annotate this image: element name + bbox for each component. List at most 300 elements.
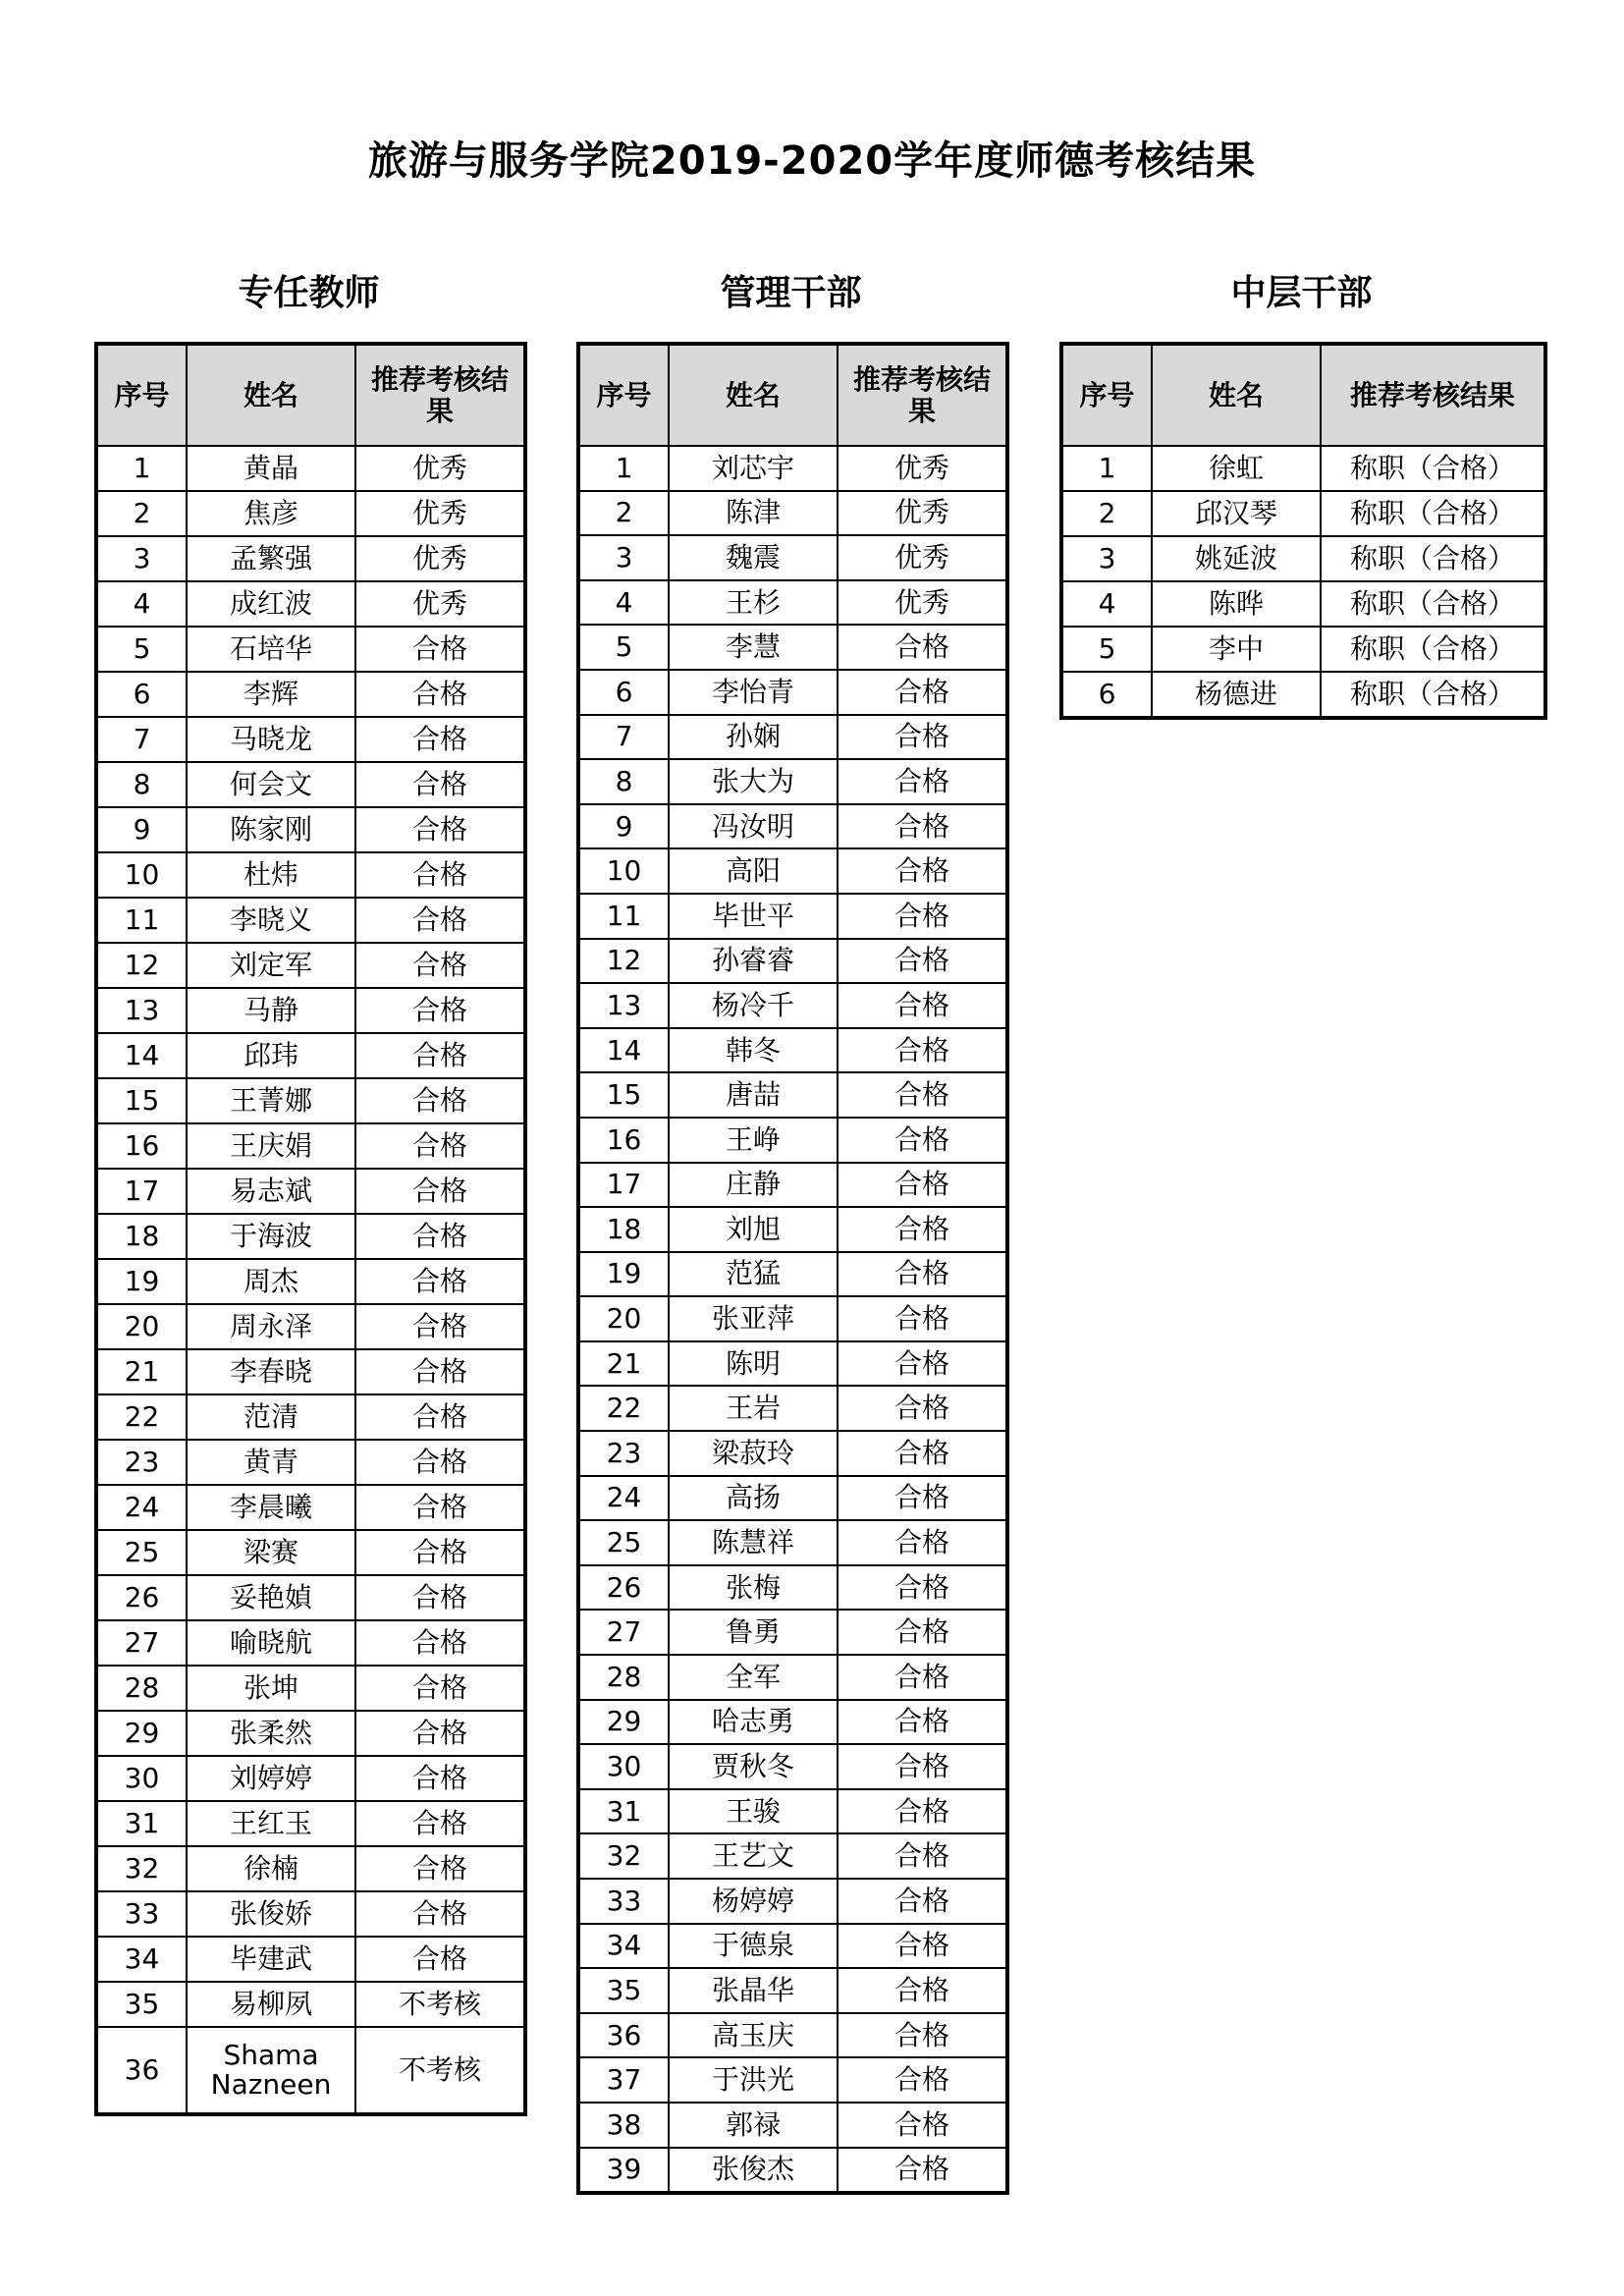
cell-name: 毕世平 <box>669 894 838 939</box>
cell-index: 28 <box>96 1666 187 1711</box>
cell-name: 陈晔 <box>1152 581 1321 627</box>
cell-name: 何会文 <box>187 762 355 807</box>
cell-result: 合格 <box>838 1118 1007 1163</box>
cell-index: 8 <box>578 759 669 804</box>
cell-result: 称职（合格） <box>1321 627 1545 672</box>
cell-result: 合格 <box>838 1968 1007 2013</box>
cell-name: 王红玉 <box>187 1801 355 1846</box>
cell-index: 1 <box>578 446 669 491</box>
cell-result: 合格 <box>838 1028 1007 1073</box>
cell-result: 优秀 <box>355 581 525 627</box>
cell-name: 贾秋冬 <box>669 1744 838 1789</box>
cell-name: 邱汉琴 <box>1152 491 1321 536</box>
cell-index: 21 <box>96 1349 187 1394</box>
table-row <box>578 1207 1007 1252</box>
cell-name: 孙娴 <box>669 715 838 760</box>
table-row <box>578 1789 1007 1834</box>
header-index: 序号 <box>1061 344 1152 446</box>
table-row <box>578 1610 1007 1655</box>
cell-index: 7 <box>578 715 669 760</box>
cell-name: 韩冬 <box>669 1028 838 1073</box>
cell-name: 杨冷千 <box>669 983 838 1028</box>
cell-name: 李辉 <box>187 672 355 717</box>
cell-result: 优秀 <box>838 446 1007 491</box>
table-row <box>96 672 525 717</box>
cell-result: 合格 <box>355 807 525 852</box>
cell-result: 合格 <box>355 1259 525 1304</box>
cell-name: 孟繁强 <box>187 536 355 581</box>
cell-result: 合格 <box>838 848 1007 894</box>
table-row <box>578 1744 1007 1789</box>
cell-result: 合格 <box>355 1033 525 1078</box>
cell-result: 合格 <box>838 1924 1007 1969</box>
cell-name: 唐喆 <box>669 1072 838 1118</box>
table-row <box>96 1801 525 1846</box>
table-row <box>96 1214 525 1259</box>
cell-index: 16 <box>96 1123 187 1169</box>
cell-name: 刘婷婷 <box>187 1756 355 1801</box>
cell-result: 合格 <box>355 762 525 807</box>
header-result: 推荐考核结果 <box>838 344 1007 446</box>
cell-index: 29 <box>578 1700 669 1745</box>
table-row <box>578 1476 1007 1521</box>
cell-result: 合格 <box>838 1879 1007 1924</box>
cell-name: 冯汝明 <box>669 804 838 849</box>
table-row <box>578 1520 1007 1565</box>
cell-index: 2 <box>96 491 187 536</box>
cell-index: 33 <box>578 1879 669 1924</box>
cell-name: 张晶华 <box>669 1968 838 2013</box>
table-row <box>1061 446 1545 491</box>
cell-result: 合格 <box>838 1565 1007 1611</box>
cell-result: 合格 <box>355 1530 525 1575</box>
cell-result: 合格 <box>355 1846 525 1891</box>
cell-name: 周杰 <box>187 1259 355 1304</box>
cell-result: 优秀 <box>355 491 525 536</box>
cell-name: 李晨曦 <box>187 1485 355 1530</box>
cell-index: 4 <box>1061 581 1152 627</box>
cell-name: 全军 <box>669 1655 838 1700</box>
cell-name: 成红波 <box>187 581 355 627</box>
cell-result: 合格 <box>355 717 525 762</box>
cell-result: 合格 <box>355 627 525 672</box>
cell-index: 16 <box>578 1118 669 1163</box>
cell-index: 15 <box>578 1072 669 1118</box>
cell-result: 合格 <box>838 1072 1007 1118</box>
cell-index: 27 <box>578 1610 669 1655</box>
cell-result: 称职（合格） <box>1321 446 1545 491</box>
cell-result: 合格 <box>838 2103 1007 2148</box>
cell-index: 26 <box>96 1575 187 1620</box>
cell-result: 合格 <box>838 939 1007 984</box>
teachers-table <box>94 342 527 2116</box>
table-row <box>578 446 1007 491</box>
cell-name: 焦彦 <box>187 491 355 536</box>
cell-result: 合格 <box>355 1169 525 1214</box>
table-row <box>578 1879 1007 1924</box>
cell-index: 14 <box>578 1028 669 1073</box>
cell-result: 合格 <box>355 1666 525 1711</box>
cell-result: 优秀 <box>355 446 525 491</box>
cell-name: 张大为 <box>669 759 838 804</box>
cell-name: 李晓义 <box>187 898 355 943</box>
cell-name: 杜炜 <box>187 852 355 898</box>
table-row <box>96 627 525 672</box>
table-row <box>96 1304 525 1349</box>
cell-index: 21 <box>578 1341 669 1387</box>
table-row <box>578 580 1007 626</box>
table-row <box>96 1485 525 1530</box>
cell-index: 1 <box>96 446 187 491</box>
cell-result: 合格 <box>838 1252 1007 1297</box>
cell-index: 20 <box>96 1304 187 1349</box>
cell-index: 12 <box>96 943 187 988</box>
cell-result: 合格 <box>838 1163 1007 1208</box>
cell-result: 合格 <box>355 1891 525 1937</box>
cell-result: 合格 <box>838 1833 1007 1879</box>
table-row <box>578 1341 1007 1387</box>
cell-result: 合格 <box>355 1485 525 1530</box>
section-heading-admin: 管理干部 <box>720 273 862 313</box>
cell-result: 称职（合格） <box>1321 536 1545 581</box>
cell-index: 25 <box>96 1530 187 1575</box>
cell-index: 26 <box>578 1565 669 1611</box>
cell-index: 36 <box>96 2027 187 2114</box>
cell-index: 30 <box>96 1756 187 1801</box>
table-row <box>578 625 1007 670</box>
cell-result: 合格 <box>838 1431 1007 1476</box>
table-row <box>1061 581 1545 627</box>
cell-result: 合格 <box>838 2057 1007 2103</box>
cell-name: 陈明 <box>669 1341 838 1387</box>
table-row <box>96 943 525 988</box>
cell-name: 易柳夙 <box>187 1982 355 2027</box>
cell-index: 27 <box>96 1620 187 1666</box>
cell-name: 陈家刚 <box>187 807 355 852</box>
cell-name: 魏震 <box>669 535 838 580</box>
cell-name: 徐楠 <box>187 1846 355 1891</box>
table-row <box>578 491 1007 536</box>
table-row <box>578 804 1007 849</box>
cell-name: 于海波 <box>187 1214 355 1259</box>
cell-name: 孙睿睿 <box>669 939 838 984</box>
cell-result: 称职（合格） <box>1321 581 1545 627</box>
cell-result: 合格 <box>838 670 1007 715</box>
table-row <box>578 1296 1007 1341</box>
table-row <box>578 848 1007 894</box>
table-row <box>578 1252 1007 1297</box>
cell-index: 17 <box>578 1163 669 1208</box>
cell-result: 合格 <box>838 1744 1007 1789</box>
cell-result: 合格 <box>355 1801 525 1846</box>
cell-index: 5 <box>578 625 669 670</box>
cell-name: 石培华 <box>187 627 355 672</box>
cell-index: 13 <box>578 983 669 1028</box>
cell-index: 23 <box>96 1440 187 1485</box>
cell-name: 王庆娟 <box>187 1123 355 1169</box>
cell-index: 32 <box>578 1833 669 1879</box>
cell-name: 王菁娜 <box>187 1078 355 1123</box>
table-row <box>1061 491 1545 536</box>
cell-name: 妥艳媜 <box>187 1575 355 1620</box>
cell-result: 合格 <box>838 2148 1007 2194</box>
cell-result: 合格 <box>355 943 525 988</box>
cell-result: 合格 <box>355 1756 525 1801</box>
header-index: 序号 <box>578 344 669 446</box>
cell-index: 32 <box>96 1846 187 1891</box>
cell-name: 陈慧祥 <box>669 1520 838 1565</box>
cell-name: 易志斌 <box>187 1169 355 1214</box>
cell-result: 合格 <box>838 1789 1007 1834</box>
cell-name: 哈志勇 <box>669 1700 838 1745</box>
cell-name: 喻晓航 <box>187 1620 355 1666</box>
cell-result: 合格 <box>838 625 1007 670</box>
table-row <box>1061 627 1545 672</box>
cell-result: 合格 <box>838 983 1007 1028</box>
table-row <box>578 2148 1007 2194</box>
table-row <box>96 581 525 627</box>
cell-index: 22 <box>578 1386 669 1431</box>
cell-index: 4 <box>578 580 669 626</box>
cell-index: 12 <box>578 939 669 984</box>
table-row <box>578 1431 1007 1476</box>
cell-index: 18 <box>578 1207 669 1252</box>
cell-name: 高玉庆 <box>669 2013 838 2058</box>
table-row <box>96 1711 525 1756</box>
section-heading-teachers: 专任教师 <box>238 273 380 313</box>
table-row <box>96 1033 525 1078</box>
table-row <box>578 1118 1007 1163</box>
table-row <box>96 1666 525 1711</box>
table-row <box>96 1169 525 1214</box>
table-row <box>96 807 525 852</box>
cell-index: 3 <box>578 535 669 580</box>
table-row <box>96 491 525 536</box>
cell-index: 3 <box>96 536 187 581</box>
table-row <box>96 1123 525 1169</box>
cell-index: 39 <box>578 2148 669 2194</box>
cell-result: 优秀 <box>838 535 1007 580</box>
cell-index: 33 <box>96 1891 187 1937</box>
table-row <box>96 1078 525 1123</box>
cell-result: 合格 <box>355 898 525 943</box>
cell-result: 合格 <box>355 1937 525 1982</box>
cell-result: 优秀 <box>355 536 525 581</box>
cell-index: 38 <box>578 2103 669 2148</box>
table-row <box>96 852 525 898</box>
table-row <box>96 717 525 762</box>
table-row <box>96 1982 525 2027</box>
cell-index: 37 <box>578 2057 669 2103</box>
cell-index: 24 <box>96 1485 187 1530</box>
cell-index: 29 <box>96 1711 187 1756</box>
table-row <box>1061 536 1545 581</box>
cell-index: 19 <box>96 1259 187 1304</box>
cell-result: 合格 <box>838 2013 1007 2058</box>
cell-result: 合格 <box>355 988 525 1033</box>
cell-name: 姚延波 <box>1152 536 1321 581</box>
cell-name: 刘旭 <box>669 1207 838 1252</box>
cell-index: 10 <box>578 848 669 894</box>
section-heading-middle: 中层干部 <box>1230 273 1373 313</box>
cell-result: 合格 <box>838 1296 1007 1341</box>
cell-index: 31 <box>96 1801 187 1846</box>
cell-name: 李怡青 <box>669 670 838 715</box>
table-row <box>578 1386 1007 1431</box>
cell-result: 合格 <box>838 1341 1007 1387</box>
table-row <box>578 939 1007 984</box>
table-row <box>578 2103 1007 2148</box>
cell-index: 4 <box>96 581 187 627</box>
table-row <box>578 1968 1007 2013</box>
cell-result: 合格 <box>355 1394 525 1440</box>
table-row <box>578 1700 1007 1745</box>
cell-result: 称职（合格） <box>1321 672 1545 718</box>
header-name: 姓名 <box>187 344 355 446</box>
cell-result: 称职（合格） <box>1321 491 1545 536</box>
cell-index: 14 <box>96 1033 187 1078</box>
cell-index: 22 <box>96 1394 187 1440</box>
cell-name: 周永泽 <box>187 1304 355 1349</box>
cell-result: 合格 <box>838 715 1007 760</box>
cell-index: 11 <box>578 894 669 939</box>
table-row <box>96 988 525 1033</box>
cell-index: 19 <box>578 1252 669 1297</box>
table-row <box>96 762 525 807</box>
table-header-row <box>96 344 525 446</box>
cell-index: 13 <box>96 988 187 1033</box>
admin-table <box>576 342 1009 2195</box>
cell-result: 合格 <box>838 1655 1007 1700</box>
table-row <box>578 535 1007 580</box>
cell-name: 刘定军 <box>187 943 355 988</box>
table-row <box>96 1440 525 1485</box>
table-row <box>578 1924 1007 1969</box>
cell-result: 合格 <box>355 672 525 717</box>
cell-name: 于德泉 <box>669 1924 838 1969</box>
cell-index: 3 <box>1061 536 1152 581</box>
cell-name: 王骏 <box>669 1789 838 1834</box>
cell-name: 黄晶 <box>187 446 355 491</box>
table-row <box>96 1756 525 1801</box>
header-result: 推荐考核结果 <box>1321 344 1545 446</box>
cell-name: 张亚萍 <box>669 1296 838 1341</box>
cell-result: 合格 <box>355 1620 525 1666</box>
cell-name: 徐虹 <box>1152 446 1321 491</box>
table-row <box>578 715 1007 760</box>
cell-name: 刘芯宇 <box>669 446 838 491</box>
cell-index: 35 <box>578 1968 669 2013</box>
cell-name: 王岩 <box>669 1386 838 1431</box>
cell-result: 合格 <box>355 1123 525 1169</box>
cell-index: 11 <box>96 898 187 943</box>
cell-name: 王峥 <box>669 1118 838 1163</box>
cell-result: 合格 <box>355 1711 525 1756</box>
cell-index: 10 <box>96 852 187 898</box>
table-row <box>578 1655 1007 1700</box>
page-title: 旅游与服务学院2019-2020学年度师德考核结果 <box>367 138 1257 184</box>
cell-name: 马晓龙 <box>187 717 355 762</box>
cell-index: 6 <box>1061 672 1152 718</box>
cell-result: 合格 <box>838 1700 1007 1745</box>
cell-name: 高扬 <box>669 1476 838 1521</box>
cell-name: 张柔然 <box>187 1711 355 1756</box>
table-row <box>96 1394 525 1440</box>
cell-result: 合格 <box>355 1078 525 1123</box>
cell-index: 23 <box>578 1431 669 1476</box>
cell-result: 合格 <box>838 1520 1007 1565</box>
cell-name: 于洪光 <box>669 2057 838 2103</box>
cell-name: 张俊娇 <box>187 1891 355 1937</box>
table-row <box>578 759 1007 804</box>
cell-name: 高阳 <box>669 848 838 894</box>
table-row <box>96 1846 525 1891</box>
cell-name: 陈津 <box>669 491 838 536</box>
cell-index: 15 <box>96 1078 187 1123</box>
cell-name: 王艺文 <box>669 1833 838 1879</box>
table-row <box>578 670 1007 715</box>
cell-index: 34 <box>578 1924 669 1969</box>
cell-name: 庄静 <box>669 1163 838 1208</box>
table-row <box>96 1891 525 1937</box>
cell-index: 24 <box>578 1476 669 1521</box>
cell-result: 合格 <box>355 1440 525 1485</box>
cell-name: 李中 <box>1152 627 1321 672</box>
cell-result: 合格 <box>355 1575 525 1620</box>
cell-result: 优秀 <box>838 491 1007 536</box>
cell-index: 6 <box>96 672 187 717</box>
cell-name: 鲁勇 <box>669 1610 838 1655</box>
cell-result: 合格 <box>355 1349 525 1394</box>
cell-result: 合格 <box>355 1304 525 1349</box>
table-row <box>578 2013 1007 2058</box>
cell-name: 王杉 <box>669 580 838 626</box>
cell-result: 合格 <box>838 1476 1007 1521</box>
table-row <box>1061 672 1545 718</box>
cell-result: 合格 <box>838 804 1007 849</box>
cell-name: 杨德进 <box>1152 672 1321 718</box>
cell-index: 25 <box>578 1520 669 1565</box>
cell-index: 2 <box>578 491 669 536</box>
cell-index: 31 <box>578 1789 669 1834</box>
cell-result: 合格 <box>838 894 1007 939</box>
header-index: 序号 <box>96 344 187 446</box>
cell-name: 李春晓 <box>187 1349 355 1394</box>
cell-result: 合格 <box>838 1610 1007 1655</box>
table-row <box>96 1259 525 1304</box>
cell-result: 合格 <box>355 1214 525 1259</box>
cell-name: 范清 <box>187 1394 355 1440</box>
cell-name: 杨婷婷 <box>669 1879 838 1924</box>
table-row <box>578 2057 1007 2103</box>
header-result: 推荐考核结果 <box>355 344 525 446</box>
cell-name: 梁赛 <box>187 1530 355 1575</box>
cell-name: 张梅 <box>669 1565 838 1611</box>
cell-name: 毕建武 <box>187 1937 355 1982</box>
cell-index: 30 <box>578 1744 669 1789</box>
cell-index: 34 <box>96 1937 187 1982</box>
cell-index: 20 <box>578 1296 669 1341</box>
table-row <box>96 1530 525 1575</box>
cell-name: 李慧 <box>669 625 838 670</box>
cell-index: 5 <box>1061 627 1152 672</box>
cell-index: 2 <box>1061 491 1152 536</box>
cell-name: 黄青 <box>187 1440 355 1485</box>
cell-name: 马静 <box>187 988 355 1033</box>
table-row <box>578 1163 1007 1208</box>
table-row <box>578 894 1007 939</box>
cell-result: 不考核 <box>355 2027 525 2114</box>
